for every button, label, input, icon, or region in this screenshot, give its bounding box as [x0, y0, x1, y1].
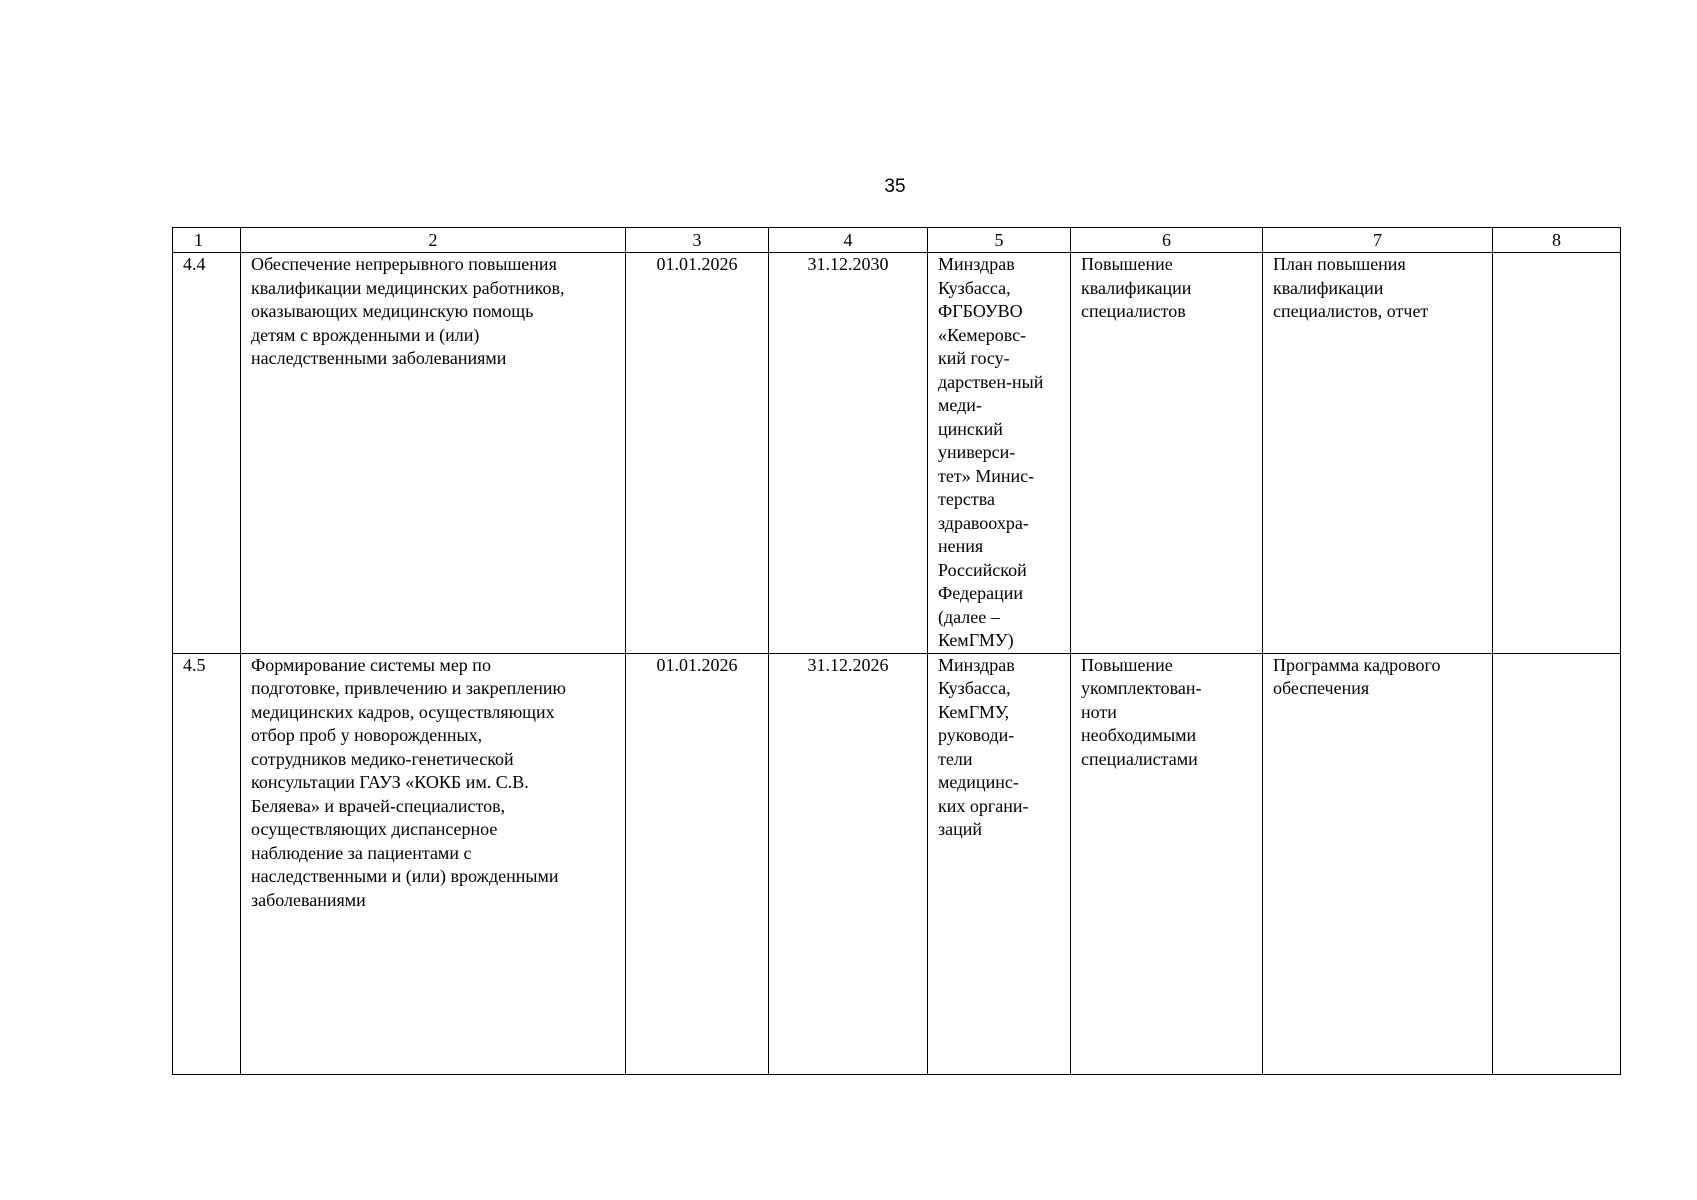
- executor: [928, 653, 1071, 1074]
- text-line: квалификации: [1081, 277, 1192, 298]
- text-line: Беляева» и врачей-специалистов,: [251, 795, 506, 816]
- text-line: здравоохра-: [938, 512, 1029, 533]
- column-number: 6: [1071, 228, 1263, 253]
- start-date: 01.01.2026: [626, 653, 769, 1074]
- text-line: Российской: [938, 559, 1027, 580]
- table-row: [173, 653, 1621, 1074]
- text-line: осуществляющих диспансерное: [251, 819, 498, 839]
- column-number: 5: [928, 228, 1071, 253]
- text-line: оказывающих медицинскую помощь: [251, 301, 534, 321]
- text-line: заций: [938, 819, 982, 839]
- text-line: наблюдение за пациентами с: [251, 842, 472, 863]
- text-line: квалификации: [1273, 277, 1384, 298]
- column-number: 3: [626, 228, 769, 253]
- text-line: Повышение: [1081, 254, 1173, 274]
- event-description: [241, 653, 626, 1074]
- text-line: универси-: [938, 442, 1016, 462]
- text-line: ФГБОУВО: [938, 301, 1023, 321]
- text-line: кий госу-: [938, 348, 1010, 368]
- plan-table: [172, 227, 1621, 1075]
- column-number: 2: [241, 228, 626, 253]
- column-number: 8: [1493, 228, 1621, 253]
- control-document: [1263, 253, 1493, 654]
- text-line: ноти: [1081, 701, 1117, 722]
- text-line: наследственными и (или) врожденными: [251, 866, 559, 886]
- text-line: консультации ГАУЗ «КОКБ им. С.В.: [251, 772, 529, 792]
- text-line: укомплектован-: [1081, 678, 1202, 698]
- text-line: меди-: [938, 395, 982, 415]
- text-line: обеспечения: [1273, 678, 1370, 698]
- text-line: наследственными заболеваниями: [251, 348, 507, 368]
- text-line: подготовке, привлечению и закреплению: [251, 678, 566, 698]
- text-line: Повышение: [1081, 654, 1173, 675]
- text-line: сотрудников медико-генетической: [251, 748, 514, 769]
- text-line: специалистов, отчет: [1273, 301, 1429, 321]
- item-number: 4.4: [173, 253, 241, 654]
- expected-result: [1071, 253, 1263, 654]
- text-line: цинский: [938, 418, 1003, 439]
- expected-result: [1071, 653, 1263, 1074]
- item-number: 4.5: [173, 653, 241, 1074]
- text-line: Федерации: [938, 583, 1024, 603]
- text-line: тели: [938, 748, 973, 769]
- text-line: Обеспечение непрерывного повышения: [251, 254, 557, 274]
- text-line: «Кемеровс-: [938, 324, 1027, 345]
- text-line: терства: [938, 489, 995, 509]
- text-line: КемГМУ): [938, 630, 1014, 650]
- text-line: Минздрав: [938, 254, 1015, 274]
- event-description: [241, 253, 626, 654]
- text-line: Кузбасса,: [938, 678, 1011, 698]
- column-number: 7: [1263, 228, 1493, 253]
- end-date: 31.12.2030: [769, 253, 928, 654]
- text-line: детям с врожденными и (или): [251, 324, 480, 345]
- text-line: (далее –: [938, 606, 1000, 627]
- column-numbers-row: [173, 228, 1621, 253]
- text-line: руководи-: [938, 725, 1015, 745]
- text-line: квалификации медицинских работников,: [251, 277, 565, 298]
- text-line: Программа кадрового: [1273, 654, 1441, 675]
- text-line: дарствен-ный: [938, 371, 1044, 392]
- text-line: отбор проб у новорожденных,: [251, 725, 483, 745]
- text-line: Кузбасса,: [938, 277, 1011, 298]
- text-line: тет» Минис-: [938, 465, 1035, 486]
- text-line: специалистов: [1081, 301, 1186, 321]
- text-line: специалистами: [1081, 748, 1198, 769]
- text-line: заболеваниями: [251, 889, 366, 910]
- text-line: нения: [938, 536, 984, 556]
- executor: [928, 253, 1071, 654]
- text-line: необходимыми: [1081, 725, 1197, 745]
- page-number: 35: [884, 176, 906, 197]
- text-line: Минздрав: [938, 654, 1015, 675]
- note-cell: [1493, 253, 1621, 654]
- text-line: Формирование системы мер по: [251, 654, 491, 675]
- text-line: ких органи-: [938, 795, 1029, 816]
- column-number: 4: [769, 228, 928, 253]
- text-line: медицинс-: [938, 772, 1019, 792]
- table-row: [173, 253, 1621, 654]
- note-cell: [1493, 653, 1621, 1074]
- end-date: 31.12.2026: [769, 653, 928, 1074]
- text-line: КемГМУ,: [938, 701, 1010, 722]
- control-document: [1263, 653, 1493, 1074]
- text-line: медицинских кадров, осуществляющих: [251, 701, 555, 722]
- start-date: 01.01.2026: [626, 253, 769, 654]
- text-line: План повышения: [1273, 254, 1406, 274]
- column-number: 1: [173, 228, 241, 253]
